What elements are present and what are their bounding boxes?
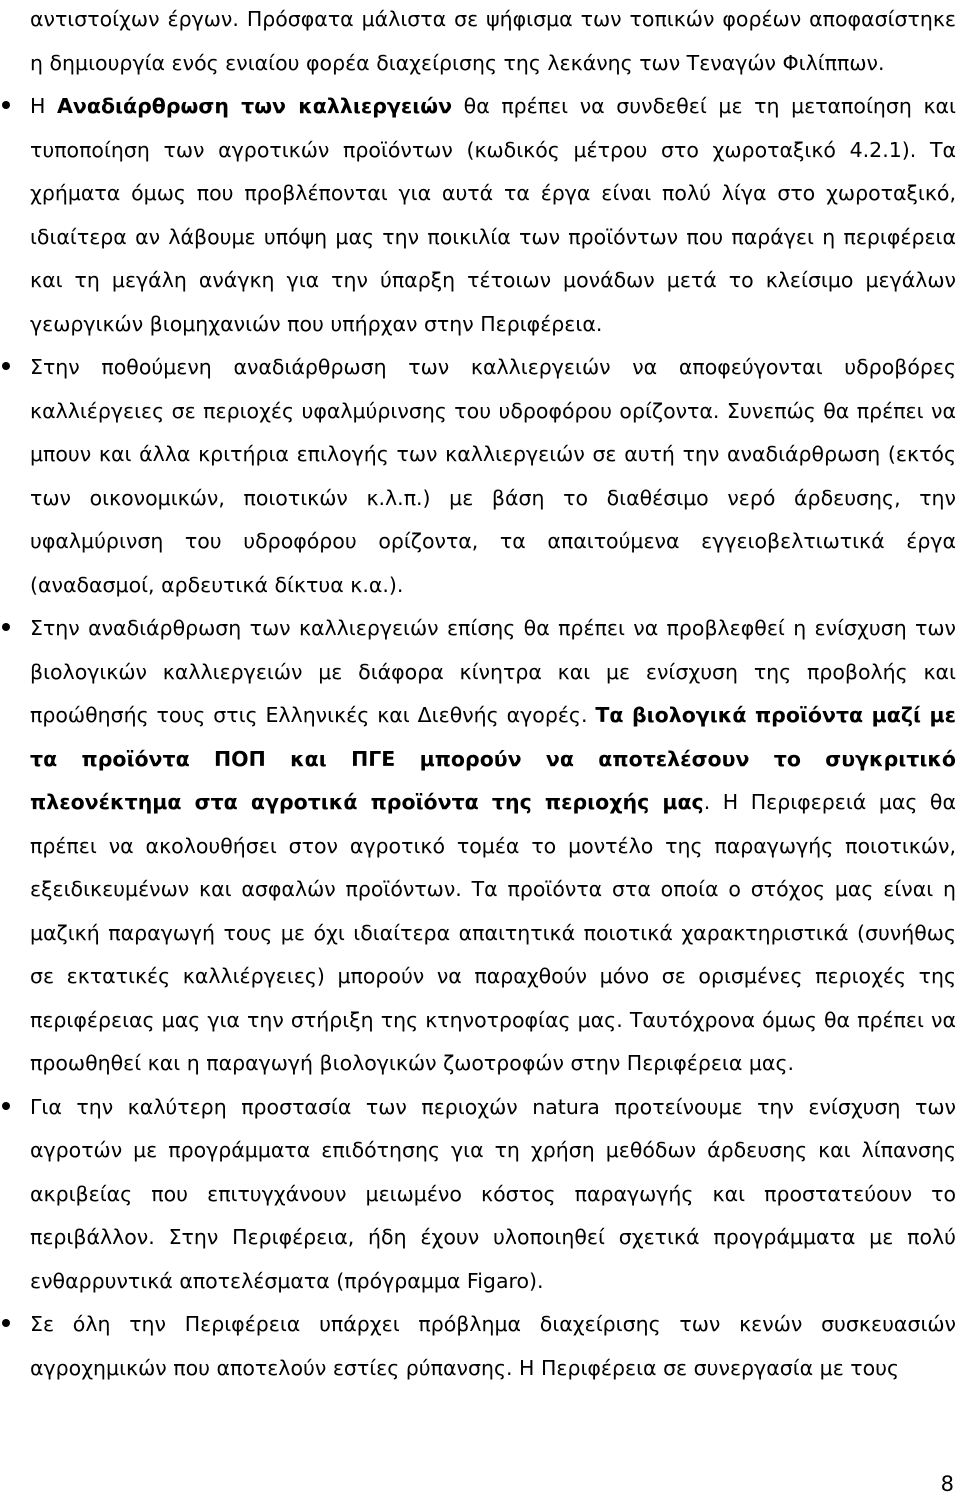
paragraph-6-text: Σε όλη την Περιφέρεια υπάρχει πρόβλημα διαχείρισης των κενών συσκευασιών αγροχημικών που αποτελούν εστίες ρύπανσης. Η Περιφέρεια σε συνεργασία με τους	[30, 1312, 956, 1380]
paragraph-4-text-a: Στην αναδιάρθρωση των καλλιεργειών επίσης θα πρέπει να προβλεφθεί η ενίσχυση των βιολογικών καλλιεργειών με διάφορα κίνητρα και με ενίσχυση της προβολής και προώθησής τους στις Ελληνικές και Διεθνής αγορές.	[30, 616, 956, 727]
bullet-paragraph-3	[0, 346, 960, 607]
page-number: 8	[940, 1472, 954, 1496]
paragraph-1	[0, 0, 960, 85]
paragraph-3-text: Στην ποθούμενη αναδιάρθρωση των καλλιεργειών να αποφεύγονται υδροβόρες καλλιέργειες σε περιοχές υφαλμύρινσης του υδροφόρου ορίζοντα. Συνεπώς θα πρέπει να μπουν και άλλα κριτήρια επιλογής των καλλιεργειών σε αυτή την αναδιάρθρωση (εκτός των οικονομικών, ποιοτικών κ.λ.π.) με βάση το διαθέσιμο νερό άρδευσης, την υφαλμύρινση του υδροφόρου ορίζοντα, τα απαιτούμενα εγγειοβελτιωτικά έργα (αναδασμοί, αρδευτικά δίκτυα κ.α.).	[30, 355, 956, 597]
bullet-paragraph-2	[0, 85, 960, 346]
bullet-icon	[0, 607, 30, 651]
bullet-icon	[0, 346, 30, 390]
bullet-icon	[0, 1086, 30, 1130]
paragraph-5-text: Για την καλύτερη προστασία των περιοχών natura προτείνουμε την ενίσχυση των αγροτών με προγράμματα επιδότησης για τη χρήση μεθόδων άρδευσης και λίπανσης ακριβείας που επιτυγχάνουν μειωμένο κόστος παραγωγής και προστατεύουν το περιβάλλον. Στην Περιφέρεια, ήδη έχουν υλοποιηθεί σχετικά προγράμματα με πολύ ενθαρρυντικά αποτελέσματα (πρόγραμμα Figaro).	[30, 1094, 956, 1293]
bullet-paragraph-6	[0, 1303, 960, 1390]
paragraph-2-text-b: θα πρέπει να συνδεθεί με τη μεταποίηση και τυποποίηση των αγροτικών προϊόντων (κωδικός μέτρου στο χωροταξικό 4.2.1). Τα χρήματα όμως που προβλέπονται για αυτά τα έργα είναι πολύ λίγα στο χωροταξικό, ιδιαίτερα αν λάβουμε υπόψη μας την ποικιλία των προϊόντων που παράγει η περιφέρεια και τη μεγάλη ανάγκη για την ύπαρξη τέτοιων μονάδων μετά το κλείσιμο μεγάλων γεωργικών βιομηχανιών που υπήρχαν στην Περιφέρεια.	[30, 94, 956, 336]
paragraph-2-text-a: Η	[30, 94, 58, 118]
bullet-paragraph-4	[0, 607, 960, 1086]
paragraph-2-bold: Αναδιάρθρωση των καλλιεργειών	[57, 94, 453, 118]
bullet-icon	[0, 85, 30, 129]
paragraph-4-text-b: . Η Περιφερειά μας θα πρέπει να ακολουθήσει στον αγροτικό τομέα το μοντέλο της παραγωγής ποιοτικών, εξειδικευμένων και ασφαλών προϊόντων. Τα προϊόντα στα οποία ο στόχος μας είναι η μαζική παραγωγή τους με όχι ιδιαίτερα απαιτητικά ποιοτικά χαρακτηριστικά (συνήθως σε εκτατικές καλλιέργειες) μπορούν να παραχθούν μόνο σε ορισμένες περιοχές της περιφέρειας μας για την στήριξη της κτηνοτροφίας μας. Ταυτόχρονα όμως θα πρέπει να προωθηθεί και η παραγωγή βιολογικών ζωοτροφών στην Περιφέρεια μας.	[30, 790, 956, 1075]
paragraph-1-text: αντιστοίχων έργων. Πρόσφατα μάλιστα σε ψήφισμα των τοπικών φορέων αποφασίστηκε η δημιουργία ενός ενιαίου φορέα διαχείρισης της λεκάνης των Τεναγών Φιλίππων.	[30, 7, 956, 75]
bullet-icon	[0, 1303, 30, 1347]
bullet-paragraph-5	[0, 1086, 960, 1304]
paragraph-4-bold: Τα βιολογικά προϊόντα μαζί με τα προϊόντα ΠΟΠ και ΠΓΕ μπορούν να αποτελέσουν το συγκριτικό πλεονέκτημα στα αγροτικά προϊόντα της περιοχής μας	[30, 703, 956, 814]
